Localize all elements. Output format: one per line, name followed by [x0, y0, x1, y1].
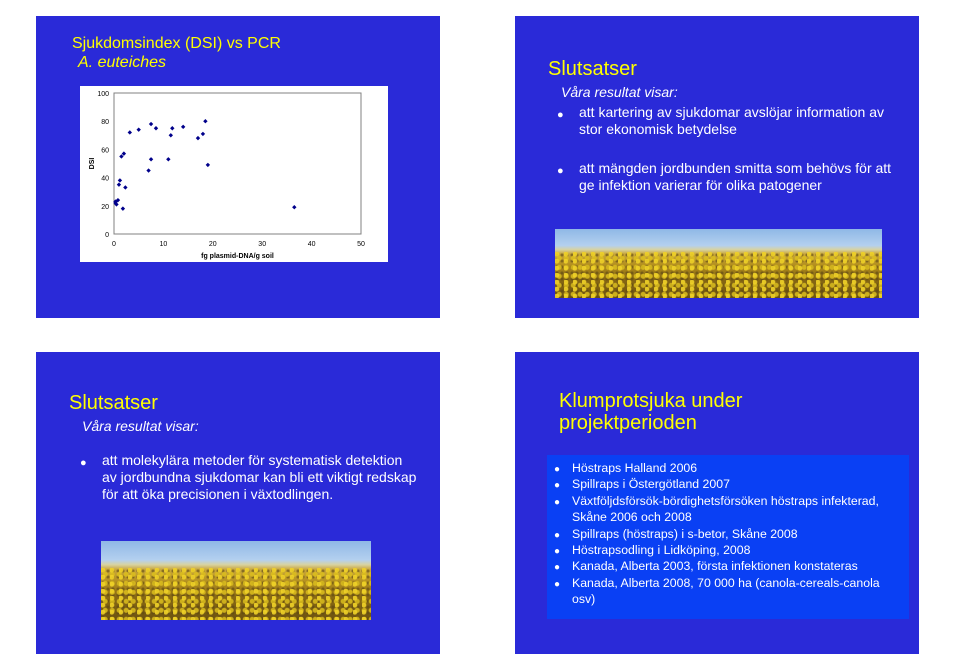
slide3-bullet-list	[80, 452, 420, 503]
y-tick-label: 60	[101, 147, 109, 155]
bullet-text: Spillraps (höstraps) i s-betor, Skåne 2008	[572, 526, 798, 541]
bullet-text: Spillraps i Östergötland 2007	[572, 477, 730, 492]
slide2-bullet-list	[557, 104, 907, 216]
x-tick-label: 40	[307, 241, 316, 248]
list-item	[554, 542, 904, 558]
slide3-title: Slutsatser	[69, 392, 158, 414]
bullet-text: Växtföljdsförsök-bördighetsförsöken höstraps infekterad, Skåne 2006 och 2008	[572, 493, 879, 525]
bullet-icon: ●	[554, 480, 561, 492]
y-tick-label: 100	[97, 91, 109, 98]
list-item	[554, 476, 904, 492]
bullet-text: Kanada, Alberta 2008, 70 000 ha (canola-cereals-canola osv)	[572, 575, 880, 607]
dsi-scatter-chart	[36, 16, 440, 318]
slide2-title: Slutsatser	[548, 58, 637, 80]
y-tick-label: 20	[101, 203, 109, 211]
bullet-icon: ●	[554, 562, 561, 574]
bullet-icon: ●	[554, 578, 561, 590]
slide1-title-line2: A. euteiches	[78, 54, 167, 71]
chart-background	[80, 86, 388, 262]
list-item	[554, 558, 904, 574]
list-item	[554, 526, 904, 542]
bullet-icon: ●	[554, 529, 561, 541]
bullet-icon: ●	[557, 109, 564, 121]
bullet-icon: ●	[554, 546, 561, 558]
list-item	[557, 160, 907, 194]
bullet-text: att molekylära metoder för systematisk detektion av jordbundna sjukdomar kan bli ett viktigt redskap för att öka precisionen i växtodlingen.	[102, 452, 417, 502]
bullet-icon: ●	[554, 496, 561, 508]
bullet-text: att kartering av sjukdomar avslöjar information av stor ekonomisk betydelse	[579, 104, 885, 137]
y-tick-label: 0	[105, 232, 109, 239]
bullet-text: att mängden jordbunden smitta som behövs för att ge infektion varierar för olika patogener	[579, 160, 892, 193]
slide2-subtitle: Våra resultat visar:	[561, 84, 678, 100]
x-tick-label: 50	[357, 241, 365, 248]
y-tick-label: 40	[101, 175, 109, 183]
slide4-bullet-list	[554, 460, 904, 608]
slide4-title-line2: projektperioden	[559, 412, 697, 434]
list-item	[554, 460, 904, 476]
slide4-title-line1: Klumprotsjuka under	[559, 390, 743, 412]
list-item	[554, 575, 904, 608]
x-tick-label: 0	[112, 241, 116, 248]
x-tick-label: 30	[258, 241, 267, 248]
slide-klumprotsjuka	[515, 352, 919, 654]
list-item	[557, 104, 907, 138]
bullet-text: Höstraps Halland 2006	[572, 461, 698, 475]
bullet-icon: ●	[557, 165, 564, 177]
y-axis-label: DSI	[89, 157, 96, 170]
list-item	[80, 452, 420, 503]
x-tick-label: 20	[208, 241, 217, 248]
slide1-title-line1: Sjukdomsindex (DSI) vs PCR	[72, 35, 281, 52]
x-axis-label: fg plasmid-DNA/g soil	[201, 253, 274, 260]
y-tick-label: 80	[101, 119, 109, 127]
bullet-text: Kanada, Alberta 2003, första infektionen konstateras	[572, 559, 858, 574]
canola-field-photo	[555, 229, 882, 298]
bullet-icon: ●	[80, 457, 87, 469]
event-list-box	[547, 455, 909, 619]
slide4-title	[559, 390, 742, 434]
bullet-icon: ●	[554, 464, 561, 475]
bullet-text: Höstrapsodling i Lidköping, 2008	[572, 543, 751, 558]
x-tick-label: 10	[159, 241, 168, 248]
slide3-subtitle: Våra resultat visar:	[82, 418, 199, 434]
slide-dsi-vs-pcr	[36, 16, 440, 318]
canola-field-photo	[101, 541, 371, 620]
list-item	[554, 493, 904, 526]
